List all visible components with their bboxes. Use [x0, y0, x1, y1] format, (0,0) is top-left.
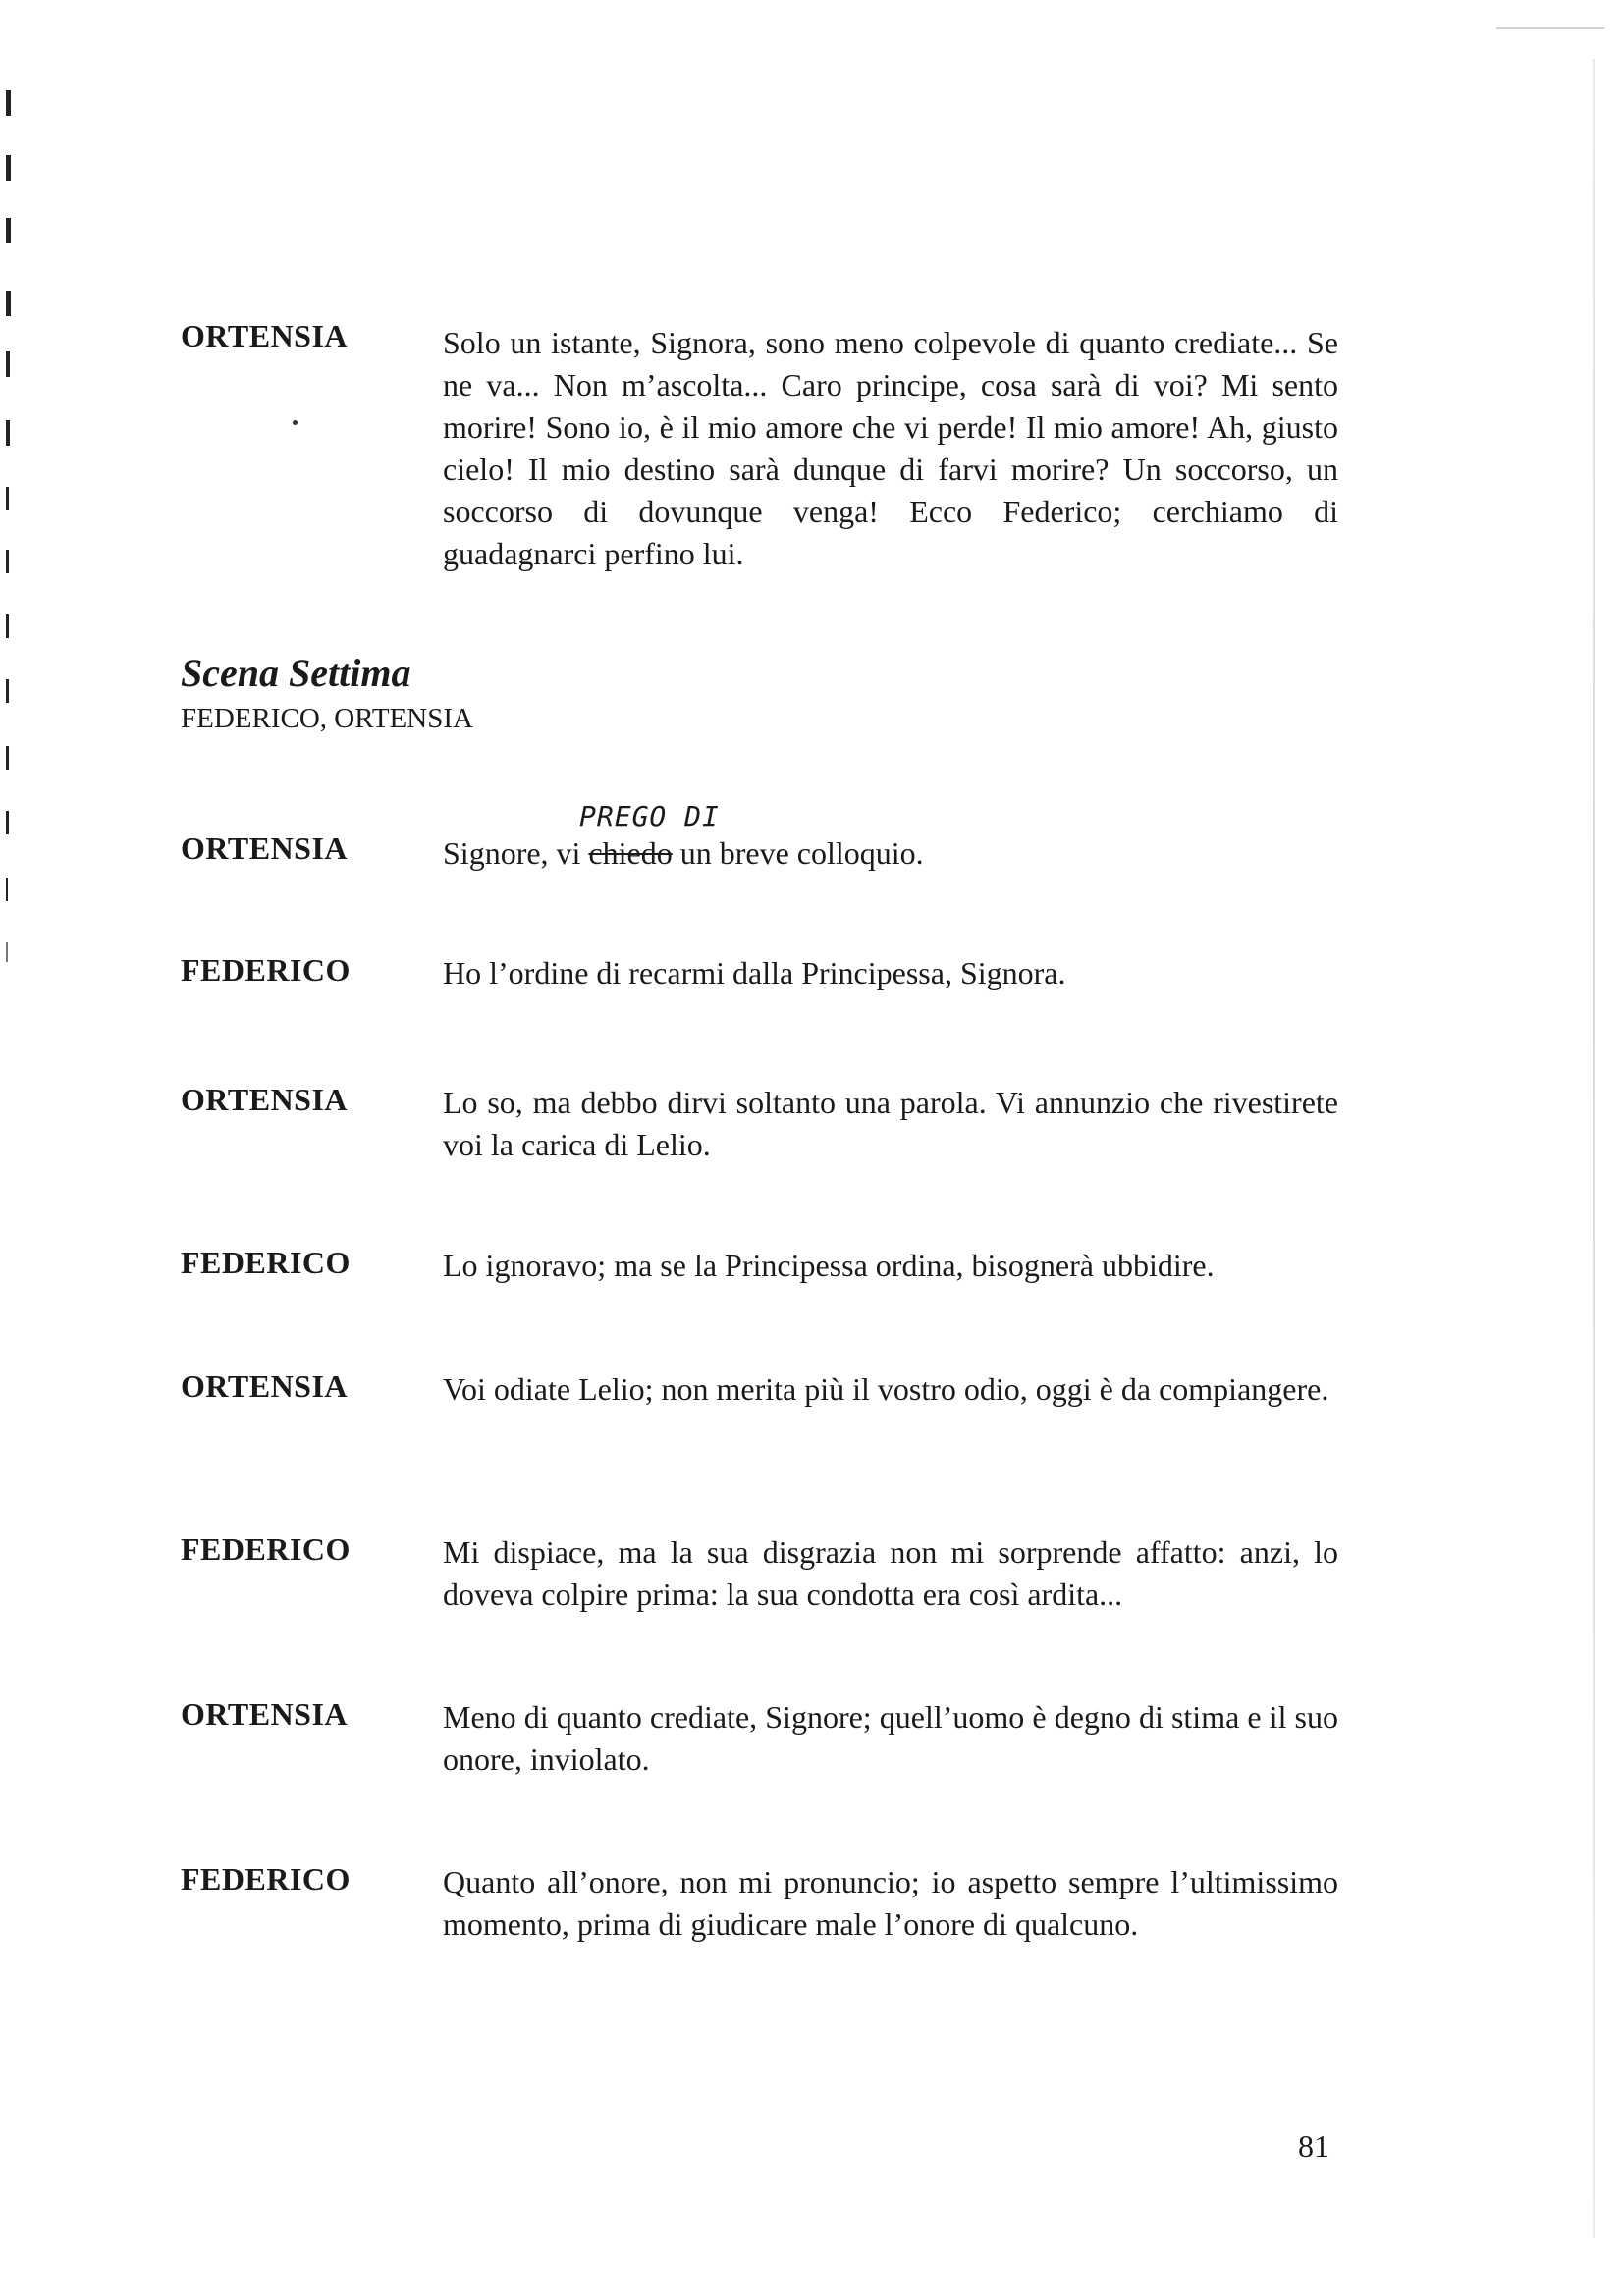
speaker-name: FEDERICO: [181, 1861, 351, 1896]
speech-text: Lo so, ma debbo dirvi soltanto una parola. Vi annunzio che rivestirete voi la carica di Lelio.: [443, 1085, 1338, 1162]
binder-mark: [6, 550, 9, 573]
speaker-name: ORTENSIA: [181, 1696, 349, 1732]
binder-mark: [6, 487, 9, 510]
scan-edge-line: [1496, 27, 1604, 29]
binder-mark: [6, 811, 9, 834]
binder-mark: [6, 351, 10, 377]
scene-title: Scena Settima: [181, 651, 411, 695]
struck-word: chiedo: [588, 835, 673, 871]
speech-text: Meno di quanto crediate, Signore; quell’uomo è degno di stima e il suo onore, inviolato.: [443, 1699, 1338, 1777]
binder-mark: [6, 614, 9, 638]
speaker-name: FEDERICO: [181, 952, 351, 988]
speech-text: Lo ignoravo; ma se la Principessa ordina, bisognerà ubbidire.: [443, 1248, 1215, 1283]
speaker-name: ORTENSIA: [181, 830, 349, 866]
binder-mark: [6, 679, 9, 703]
binder-mark: [6, 942, 8, 962]
speech-text: Solo un istante, Signora, sono meno colpevole di quanto crediate... Se ne va... Non m’ascolta... Caro principe, cosa sarà di voi? Mi sento morire! Sono io, è il mio amore che vi perde! Il mio amore! Ah, giusto cielo! Il mio destino sarà dunque di farvi morire? Un soccorso, un soccorso di dovunque venga! Ecco Federico; cerchiamo di guadagnarci perfino lui.: [443, 325, 1338, 571]
speaker-name: ORTENSIA: [181, 1368, 349, 1404]
binder-mark: [6, 218, 11, 243]
speech-text-prefix: Signore, vi: [443, 835, 589, 871]
page-number: 81: [1298, 2128, 1329, 2163]
speech-text: Mi dispiace, ma la sua disgrazia non mi sorprende affatto: anzi, lo doveva colpire prima: la sua condotta era così ardita...: [443, 1534, 1338, 1612]
binder-mark: [6, 746, 9, 770]
binder-mark: [6, 291, 11, 316]
speaker-name: ORTENSIA: [181, 318, 349, 353]
binder-mark: [6, 155, 11, 181]
speaker-name: FEDERICO: [181, 1531, 351, 1567]
speech-text: [443, 832, 1338, 875]
binder-mark: [6, 90, 11, 116]
handwritten-correction: PREGO DI: [579, 800, 720, 832]
binder-mark: [6, 420, 10, 446]
binder-mark: [6, 878, 8, 901]
speech-text: Ho l’ordine di recarmi dalla Principessa, Signora.: [443, 955, 1066, 990]
scan-speck: [293, 420, 298, 425]
speaker-name: ORTENSIA: [181, 1082, 349, 1117]
scan-edge-line: [1593, 59, 1595, 2238]
speech-text: Quanto all’onore, non mi pronuncio; io aspetto sempre l’ultimissimo momento, prima di giudicare male l’onore di qualcuno.: [443, 1864, 1338, 1942]
speaker-name: FEDERICO: [181, 1245, 351, 1280]
speech-text: Voi odiate Lelio; non merita più il vostro odio, oggi è da compiangere.: [443, 1371, 1329, 1407]
speech-text-suffix: un breve colloquio.: [672, 835, 924, 871]
scene-characters: FEDERICO, ORTENSIA: [181, 703, 473, 734]
